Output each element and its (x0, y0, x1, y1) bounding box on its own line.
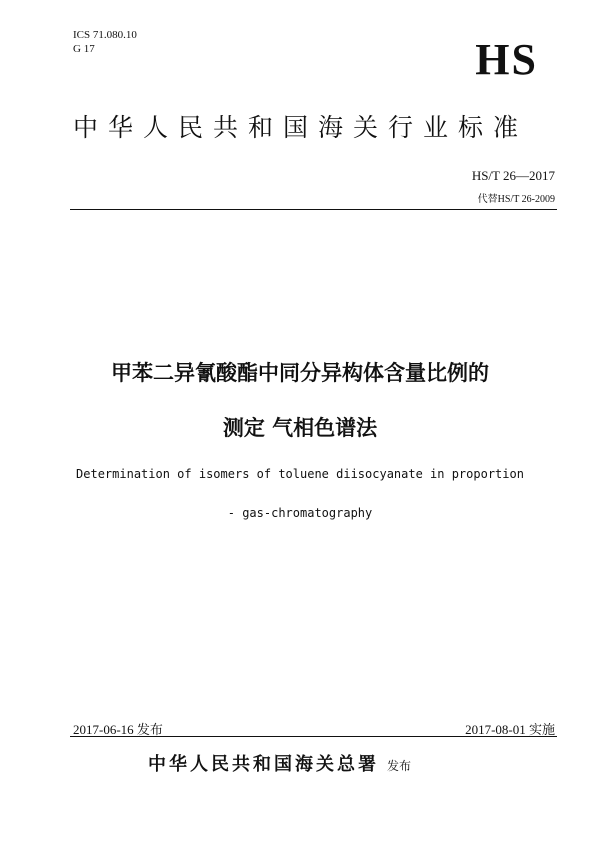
standard-category-title: 中华人民共和国海关行业标准 (73, 113, 529, 142)
issue-date: 2017-06-16 发布 (73, 722, 163, 737)
publisher-action: 发布 (387, 759, 412, 773)
ics-code: ICS 71.080.10 (73, 29, 137, 41)
standard-number: HS/T 26—2017 (471, 168, 555, 183)
hs-logo: HS (475, 35, 538, 84)
bottom-divider (70, 736, 557, 737)
cn-title-line-2: 测定 气相色谱法 (222, 416, 378, 440)
publisher-name: 中华人民共和国海关总署 (148, 754, 379, 775)
implementation-date: 2017-08-01 实施 (465, 722, 555, 737)
replaces-note: 代替HS/T 26-2009 (477, 194, 555, 205)
publisher (148, 750, 411, 776)
classification-codes (73, 28, 137, 56)
top-divider (70, 209, 557, 210)
ccs-code: G 17 (73, 43, 95, 55)
en-title-line-2: - gas-chromatography (227, 506, 373, 520)
en-title-line-1: Determination of isomers of toluene diisocyanate in proportion (76, 467, 524, 481)
cn-title-line-1: 甲苯二异氰酸酯中同分异构体含量比例的 (111, 361, 489, 385)
